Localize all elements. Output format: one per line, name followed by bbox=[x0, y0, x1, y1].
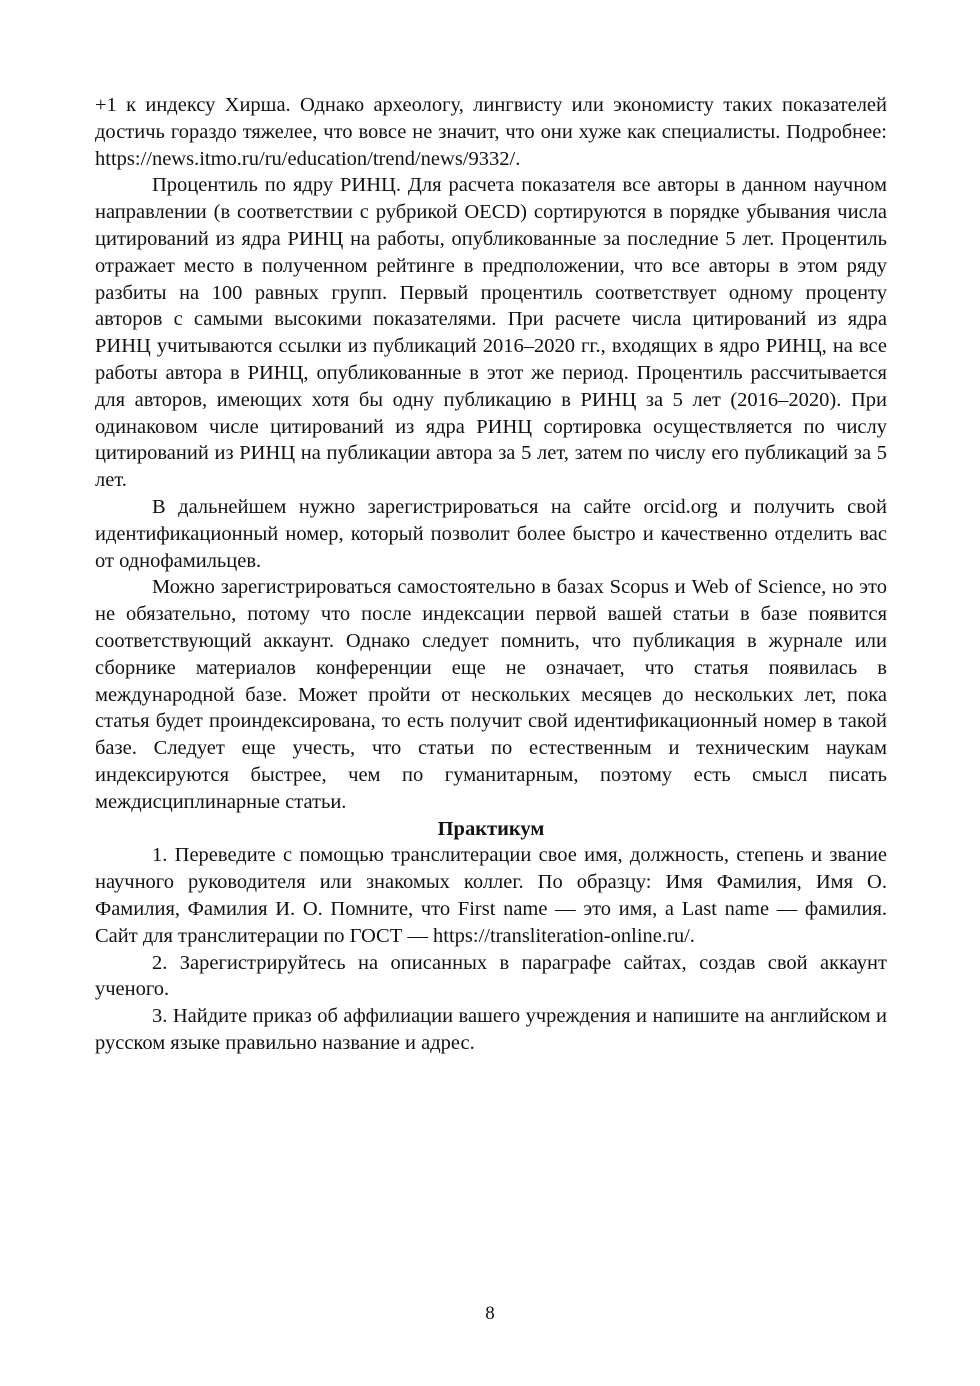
practicum-item-3: 3. Найдите приказ об аффилиации вашего учреждения и напишите на английском и русском языке правильно название и адрес. bbox=[95, 1005, 887, 1054]
section-heading-practicum: Практикум bbox=[437, 817, 545, 840]
practicum-item-1: 1. Переведите с помощью транслитерации свое имя, должность, степень и звание научного руководителя или знакомых коллег. По образцу: Имя Фамилия, Имя О. Фамилия, Фамилия И. О. Помните, что First name — это имя, а Last name — фамилия. Сайт для транслитерации по ГОСТ — https://transliteration-online.ru/. bbox=[95, 844, 887, 947]
page-content bbox=[95, 92, 887, 1057]
practicum-item-2: 2. Зарегистрируйтесь на описанных в параграфе сайтах, создав свой аккаунт ученого. bbox=[95, 951, 887, 1001]
paragraph-rinc-percentile: Процентиль по ядру РИНЦ. Для расчета показателя все авторы в данном научном направлении (в соответствии с рубрикой OECD) сортируются в порядке убывания числа цитирований из ядра РИНЦ на работы, опубликованные за последние 5 лет. Процентиль отражает место в полученном рейтинге в предположении, что все авторы в этом ряду разбиты на 100 равных групп. Первый процентиль соответствует одному проценту авторов с самыми высокими показателями. При расчете числа цитирований из ядра РИНЦ учитываются ссылки из публикаций 2016–2020 гг., входящих в ядро РИНЦ, на все работы автора в РИНЦ, опубликованные в этот же период. Процентиль рассчитывается для авторов, имеющих хотя бы одну публикацию в РИНЦ за 5 лет (2016–2020). При одинаковом числе цитирований из ядра РИНЦ сортировка осуществляется по числу цитирований из РИНЦ на публикации автора за 5 лет, затем по числу его публикаций за 5 лет. bbox=[95, 174, 887, 492]
page-number: 8 bbox=[485, 1303, 495, 1324]
paragraph-hirsch-continuation: +1 к индексу Хирша. Однако археологу, лингвисту или экономисту таких показателей достичь гораздо тяжелее, что вовсе не значит, что они хуже как специалисты. Подробнее: https://news.itmo.ru/ru/education/trend/news/9332/. bbox=[95, 94, 887, 170]
paragraph-orcid: В дальнейшем нужно зарегистрироваться на сайте orcid.org и получить свой идентификационный номер, который позволит более быстро и качественно отделить вас от однофамильцев. bbox=[95, 495, 887, 572]
paragraph-scopus-wos: Можно зарегистрироваться самостоятельно в базах Scopus и Web of Science, но это не обязательно, потому что после индексации первой вашей статьи в базе появится соответствующий аккаунт. Однако следует помнить, что публикация в журнале или сборнике материалов конференции еще не означает, что статья появилась в международной базе. Может пройти от нескольких месяцев до нескольких лет, пока статья будет проиндексирована, то есть получит свой идентификационный номер в такой базе. Следует еще учесть, что статьи по естественным и техническим наукам индексируются быстрее, чем по гуманитарным, поэтому есть смысл писать междисциплинарные статьи. bbox=[95, 576, 887, 813]
